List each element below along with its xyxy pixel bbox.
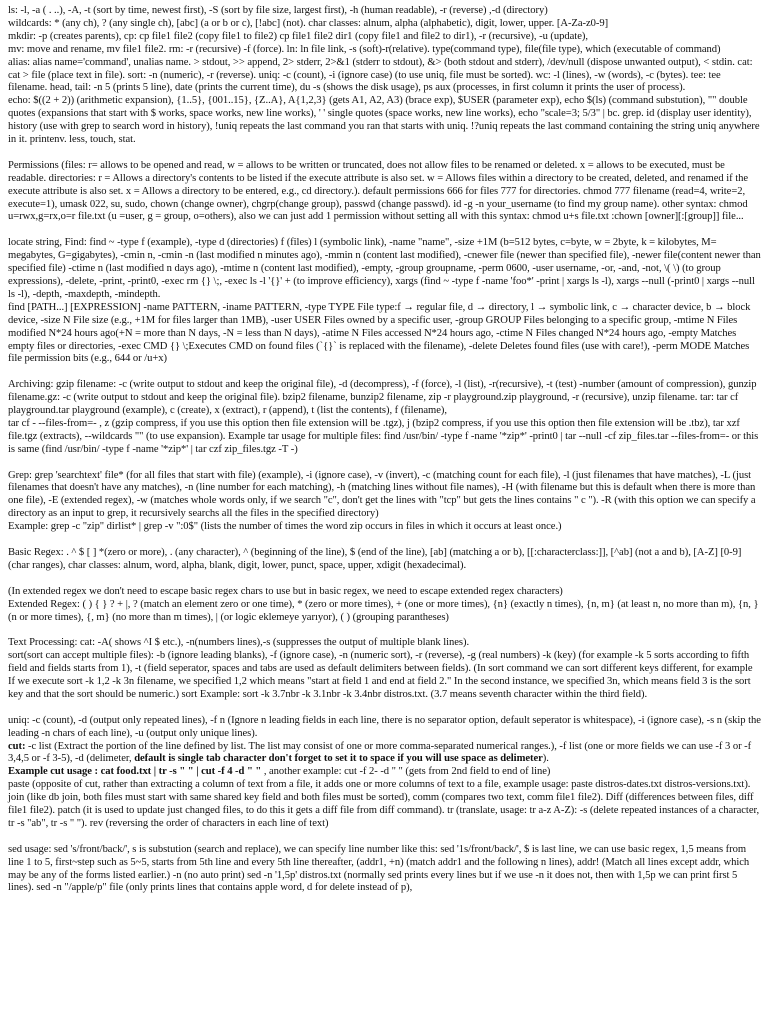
text-line: wildcards: * (any ch), ? (any single ch), [abc] (a or b or c), [!abc] (not). char classes: alnum, alpha (alphabetic), digit, lower, upper. [A-Za-z0-9] (8, 17, 609, 29)
text-line: paste (opposite of cut, rather than extracting a column of text from a file, it adds one or more columns of text to a file, example usage: paste distros-dates.txt distros-versions.txt). join (like db join, both files must start with same shared key field and both files must be sorted), comm (compares two text, comm file1 file2). Diff (differences between files, diff file1 file2). patch (it is used to update just changed files, to do this it gets a diff file from diff command). tr (translate, usage: tr a-z A-Z): -s (delete repeated instances of a character, tr -s "ab", tr -s " "). rev (reversing the order of characters in each line of text) (8, 779, 760, 829)
paragraph-archiving (8, 379, 761, 456)
paragraph-basic-regex (8, 547, 761, 573)
text-line: sort(sort can accept multiple files): -b (ignore leading blanks), -f (ignore case), -n (numeric sort), -r (reverse), -g (real numbers) -k (key) (for example -k 5 sorts according to fifth field and fields starts from 1), -t (field seperator, spaces and tabs are used as default delimiters between fields). (In sort command we can sort different keys different, for example If we execute sort -k 1,2 -k 3n filename, we specified 1,2 which means "start at field 1 and end at field 2." In the second instance, we specified 3n, which means field 3 is the sort key and that the sort should be numeric.) sort Example: sort -k 3.7nbr -k 3.1nbr -k 3.4nbr distros.txt. (3.7 means seventh character within the third field). (8, 650, 753, 700)
paragraph-find (8, 237, 761, 366)
text-line: mv: move and rename, mv file1 file2. rm: -r (recursive) -f (force). ln: ln file link, -s (soft)-r(relative). type(command type), file(file type), which (executable of command) (8, 43, 721, 55)
text-line: find [PATH...] [EXPRESSION] -name PATTERN, -iname PATTERN, -type TYPE File type:f → regular file, d → directory, l → symbolic link, c → character device, b → block device, -size N File size (e.g., +1M for files larger than 1MB), -user USER Files owned by a specific user, -group GROUP Files belonging to a specific group, -mtime N Files modified N*24 hours ago(+N = more than N days, -N = less than N days), -atime N Files accessed N*24 hours ago, -ctime N Files changed N*24 hours ago, -empty Matches empty files or directories, -exec CMD {} \;Executes CMD on found files (`{}` is replaced with the filename), -delete Deletes found files (use with care!), -perm MODE Matches file permission bits (e.g., 644 or /u+x) (8, 301, 751, 365)
text-line-cut (8, 741, 761, 767)
text-line: Grep: grep 'searchtext' file* (for all files that start with file) (example), -i (ignore case), -v (invert), -c (matching count for each file), -l (just filenames that have matches), -L (just filenames that doesn't have any matches), -n (line number for each matching), -h (matching lines without file names), -H (with filename but this is default when there is more than one file), -E (extended regex), -w (matches whole words only, if we search "c", don't get the lines with "tcp" but gets the lines contains " c "). -R (with this option we can specify a directory as an input to grep, it recursively searchs all the files in the specified directory) (8, 469, 756, 520)
text-line: Basic Regex: . ^ $ [ ] *(zero or more), . (any character), ^ (beginning of the line), $ (end of the line), [ab] (matching a or b), [[:characterclass:]], [^ab] (not a and b), [A-Z] [0-9] (char ranges), char classes: alnum, word, alpha, blank, digit, lower, punct, space, upper, xdigit (hexadecimal). (8, 546, 742, 571)
text-line-cut-example (8, 766, 761, 779)
bold-label: Example cut usage : cat food.txt | tr -s " " | cut -f 4 -d " " (8, 766, 264, 778)
text-line: tar cf - --files-from=- , z (gzip compress, if you use this option then file extension will be .tgz), j (bzip2 compress, if you use this option then file extension will be .tbz), tar xzf file.tgz (extracts), --wildcards "" (to use expansion). Example tar usage for multiple files: find /usr/bin/ -type f -name '*zip*' -print0 | tar --null -cf zip_files.tar --files-from=- or this is same (find /usr/bin/ -type f -name '*zip*' | tar czf zip_files.tgz -T -) (8, 417, 759, 455)
text-line: Archiving: gzip filename: -c (write output to stdout and keep the original file), -d (decompress), -f (force), -l (list), -r(recursive), -t (test) -number (amount of compression), gunzip filename.gz: -c (write output to stdout and keep the original file). bzip2 filename, bunzip2 filename, zip -r playground.zip playground, -r (recursive), unzip filename. tar: tar cf playground.tar playground (example), c (create), x (extract), r (append), t (list the contents), f (filename), (8, 379, 757, 417)
bold-note: default is single tab character don't forget to set it to space if you will use space as delimeter (134, 753, 543, 765)
text-segment: -c list (Extract the portion of the line defined by list. The list may consist of one or more comma-separated numerical ranges.), -f list (one or more fields we can use -f 3 or -f 3,4,5 or -f 3-5), -d (delimeter, (8, 740, 752, 765)
paragraph-basic-commands (8, 5, 761, 147)
bold-label: cut: (8, 740, 26, 752)
paragraph-grep (8, 470, 761, 535)
text-line: uniq: -c (count), -d (output only repeated lines), -f n (Ignore n leading fields in each line, there is no separator option, default seperator is whitespace), -i (ignore case), -s n (skip the leading -n chars of each line), -u (output only unique lines). (8, 714, 761, 739)
text-line: alias: alias name='command', unalias name. > stdout, >> append, 2> stderr, 2>&1 (stderr to stdout), &> (both stdout and stderr), /dev/null (dispose unwanted output), < stdin. cat: cat > file (place text in file). sort: -n (numeric), -r (reverse). uniq: -c (count), -i (ignore case) (to use uniq, file must be sorted). wc: -l (lines), -w (words), -c (bytes). tee: tee filename. head, tail: -n 5 (prints 5 line), date (prints the current time), du -s (shows the disk usage), ps aux (processes, in first column it prints the user of process). (8, 56, 753, 94)
text-line: Example: grep -c "zip" dirlist* | grep -v ":0$" (lists the number of times the word zip occurs in files in which it occurs at least once.) (8, 521, 562, 533)
text-line: ls: -l, -a ( . ..), -A, -t (sort by time, newest first), -S (sort by file size, largest first), -h (human readable), -r (reverse) ,-d (directory) (8, 5, 548, 16)
text-line: Text Processing: cat: -A( shows ^I $ etc.), -n(numbers lines),-s (suppresses the output of multiple blank lines). (8, 637, 470, 649)
paragraph-text-processing (8, 637, 761, 702)
text-segment: , another example: cut -f 2- -d " " (gets from 2nd field to end of line) (263, 766, 551, 778)
text-line: echo: $((2 + 2)) (arithmetic expansion), {1..5}, {001..15}, {Z..A}, A{1,2,3} (gets A1, A2, A3) (brace exp), $USER (parameter exp), echo $(ls) (command substution), "" double quotes (expansions that start with $ works, space works, new line works), ' ' single quotes (space works, new line works), echo "scale=3; 5/3" | bc. grep. id (display user identity), history (use with grep to search word in history), !uniq repeats the last command you ran that starts with uniq. !?uniq repeats the last command containing the string uniq anywhere in it. printenv. less, touch, stat. (8, 95, 760, 146)
text-line: locate string, Find: find ~ -type f (example), -type d (directories) f (files) l (symbolic link), -name "name", -size +1M (b=512 bytes, c=byte, w = 2byte, k = kilobytes, M= megabytes, G=gigabytes), -cmin n, -cmin -n (last modified n minutes ago), -mmin n (content last modified), -cnewer file (newer than specified file), -newer file(content newer than specified file) -ctime n (last modified n days ago), -mtime n (content last modified), -empty, -group groupname, -perm 0600, -user username, -or, -and, -not, \( \) (to group expressions), -delete, -print, -print0, -exec rm {} \;, -exec ls -l '{}' + (to improve efficiency), xargs (find ~ -type f -name 'foo*' -print | xargs ls -l), xargs --null (-print0 | xargs --null ls -l), -depth, -maxdepth, -mindepth. (8, 237, 761, 300)
text-line: (In extended regex we don't need to escape basic regex chars to use but in basic regex, we need to escape extended regex characters) (8, 585, 563, 597)
text-line: sed usage: sed 's/front/back/', s is substution (search and replace), we can specify line number like this: sed '1s/front/back/', $ is last line, we can use basic regex, 1,5 means from line 1 to 5, first~step such as 5~5, starts from 5th line and every 5th line thereafter, (addr1, +n) (match addr1 and the following n lines), addr! (Match all lines except addr, which may be any of the forms listed earlier.) -n (no auto print) sed -n '1,5p' distros.txt (normally sed prints every lines but if we use -n it does not, then with 1,5p we can print first 5 lines). sed -n "/apple/p" file (only prints lines that contains apple word, d for delete instead of p), (8, 843, 750, 894)
text-line: mkdir: -p (creates parents), cp: cp file1 file2 (copy file1 to file2) cp file1 file2 dir1 (copy file1 and file2 to dir1), -r (recursive), -u (update), (8, 30, 588, 42)
text-segment: ). (542, 753, 549, 765)
paragraph-sed (8, 844, 761, 896)
paragraph-uniq-cut-paste (8, 715, 761, 831)
paragraph-permissions (8, 160, 761, 225)
text-line: Permissions (files: r= allows to be opened and read, w = allows to be written or truncated, does not allow files to be renamed or deleted. x = allows to be executed, must be readable. directories: r = Allows a directory's contents to be listed if the execute attribute is also set. w = Allows files within a directory to be created, deleted, and renamed if the execute attribute is also set. x = Allows a directory to be entered, e.g., cd directory.). default permissions 666 for files 777 for directories. chmod 777 filename (read=4, write=2, execute=1), umask 022, su, sudo, chown (change owner), chgrp(change group), passwd (change passwd). id -g -n your_username (to find my group name). other syntax: chmod u=rwx,g=rx,o=r file.txt (u =user, g = group, o=others), also we can just add 1 permission without setting all with this syntax: chmod u+s file.txt :chown [owner][:[group]] file... (8, 159, 748, 223)
paragraph-extended-regex (8, 586, 761, 625)
text-line: Extended Regex: ( ) { } ? + |, ? (match an element zero or one time), * (zero or more times), + (one or more times), {n} (exactly n times), {n, m} (at least n, no more than m), {n, } (n or more times), {, m} (no more than m times), | (or logic eklemeye yarıyor), ( ) (grouping parantheses) (8, 598, 759, 623)
